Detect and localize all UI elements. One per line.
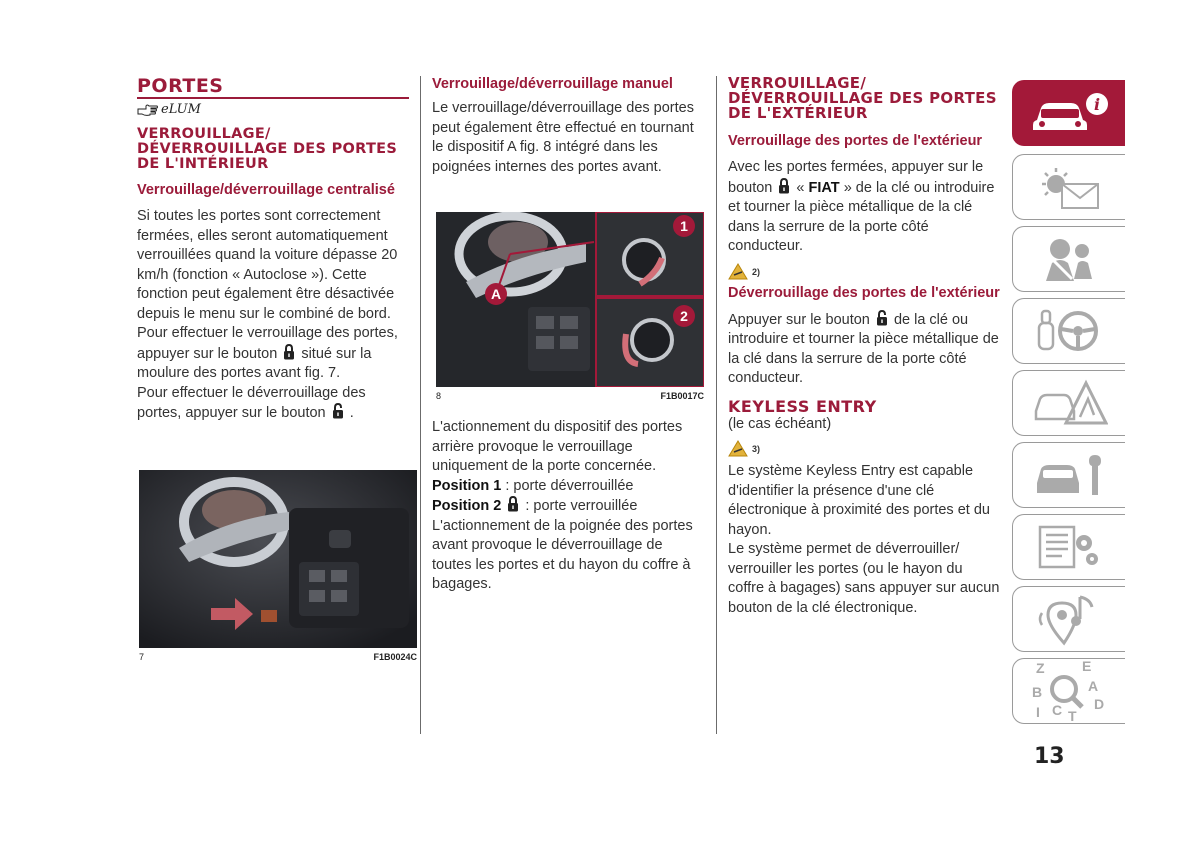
heading-interior-locking: VERROUILLAGE/ DÉVERROUILLAGE DES PORTES DE L'INTÉRIEUR (137, 126, 398, 172)
door-handle-illustration (139, 470, 417, 648)
figure-7 (139, 470, 417, 662)
key-steering-wheel-icon (1034, 305, 1104, 357)
tab-safety[interactable] (1012, 226, 1125, 292)
warning-triangle-icon (728, 440, 748, 458)
figure-number: 8 (436, 391, 442, 401)
location-music-icon (1034, 591, 1104, 647)
text-fragment: . (349, 405, 354, 421)
text-fragment: Pour effectuer le déverrouillage des portes, appuyer sur le bouton (137, 384, 366, 421)
page-number: 13 (1034, 744, 1065, 769)
paragraph-front-handle: L'actionnement de la poignée des portes avant provoque le déverrouillage de toutes les portes et du hayon du coffre à bagages. (432, 517, 693, 592)
unlock-icon (876, 310, 888, 326)
subheading-lock-exterior: Verrouillage des portes de l'extérieur (728, 133, 983, 149)
figure-code: F1B0024C (373, 652, 417, 662)
heading-exterior-locking: VERROUILLAGE/ DÉVERROUILLAGE DES PORTES DE L'EXTÉRIEUR (728, 74, 997, 122)
text-fragment: situé sur la moulure des portes avant fig. 7. (137, 345, 372, 381)
figure-number: 7 (139, 652, 145, 662)
column-divider (716, 76, 717, 734)
car-info-icon (1029, 90, 1109, 136)
column-2 (432, 76, 704, 592)
airbag-person-icon (1034, 233, 1104, 285)
paragraph-unlock-exterior (728, 310, 1000, 389)
warning-number: 3) (752, 444, 761, 454)
subheading-unlock-exterior: Déverrouillage des portes de l'extérieur (728, 284, 1000, 301)
section-title: PORTES (137, 76, 409, 99)
text-fragment: Avec les portes fermées, appuyer sur le bouton (728, 159, 984, 196)
paragraph-autoclose: Si toutes les portes sont correctement fermées, elles seront automatiquement verrouillées quand la voiture dépasse 20 km/h (fonction « Autoclose »). Cette fonction peut également être désactivée depuis le menu sur le combiné de bord. (137, 208, 398, 322)
figure-code: F1B0017C (660, 391, 704, 401)
figure-7-image (139, 470, 417, 648)
position-1-text: : porte déverrouillée (501, 477, 634, 494)
unlock-icon (332, 403, 344, 419)
lock-icon (778, 178, 790, 194)
index-letter: C (1052, 702, 1063, 718)
text-fragment: Appuyer sur le bouton (728, 311, 870, 328)
note-optional: (le cas échéant) (728, 415, 832, 432)
paragraph-lock-exterior (728, 158, 1000, 257)
door-lock-device-illustration (436, 212, 704, 387)
position-1-label: Position 1 (432, 477, 502, 494)
paragraph-keyless-1: Le système Keyless Entry est capable d'identifier la présence d'une clé électronique à proximité des portes et du hayon. (728, 463, 990, 538)
brand-name: FIAT (808, 179, 840, 196)
paragraph-keyless-2: Le système permet de déverrouiller/ verrouiller les portes (ou le hayon du coffre à bagages) sans appuyer sur aucun bouton de la clé électronique. (728, 541, 1000, 616)
text-fragment: Pour effectuer le verrouillage des portes, appuyer sur le bouton (137, 325, 398, 362)
column-divider (420, 76, 421, 734)
elum-label: eLUM (161, 102, 201, 117)
index-letter: D (1094, 696, 1105, 712)
car-warning-triangle-icon (1030, 377, 1108, 429)
subheading-central: Verrouillage/déverrouillage centralisé (137, 182, 395, 198)
heading-keyless-entry: KEYLESS ENTRY (728, 396, 877, 416)
warning-triangle-icon (728, 263, 748, 281)
index-letter: A (1088, 678, 1099, 694)
index-letter: Z (1036, 660, 1045, 676)
figure-7-caption (139, 652, 417, 662)
car-wrench-icon (1031, 449, 1107, 501)
tab-technical-data[interactable] (1012, 514, 1125, 580)
position-2-line (432, 496, 702, 517)
position-2-label: Position 2 (432, 498, 502, 514)
elum-badge (137, 102, 409, 117)
warning-number: 2) (752, 266, 761, 277)
figure-8-image (436, 212, 704, 387)
paragraph-unlock (137, 384, 409, 424)
column-3 (728, 76, 1000, 618)
sun-envelope-icon (1034, 162, 1104, 212)
lock-icon (283, 344, 295, 360)
index-letter: T (1068, 708, 1077, 723)
svg-text:i: i (1093, 95, 1101, 114)
tab-starting-driving[interactable] (1012, 298, 1125, 364)
figure-8-caption (436, 391, 704, 401)
index-letter: B (1032, 684, 1043, 700)
tab-emergency[interactable] (1012, 370, 1125, 436)
position-1-line (432, 477, 702, 497)
position-2-text: : porte verrouillée (521, 498, 638, 514)
text-fragment: » de la clé ou introduire et tourner la pièce métallique de la clé dans la serrure de la porte côté conducteur. (728, 179, 995, 254)
lock-icon (507, 496, 519, 512)
tab-car-info[interactable] (1012, 80, 1125, 146)
warning-note-3 (728, 440, 1000, 458)
figure-label-2: 2 (680, 308, 688, 324)
index-letter: I (1036, 704, 1040, 720)
column-1 (137, 75, 417, 662)
tab-multimedia[interactable] (1012, 586, 1125, 652)
index-letter: E (1082, 659, 1092, 674)
tab-maintenance[interactable] (1012, 442, 1125, 508)
figure-label-1: 1 (680, 218, 688, 234)
index-magnifier-icon (1024, 659, 1114, 723)
figure-8 (436, 212, 704, 401)
pointing-hand-icon (137, 103, 159, 117)
heading-manual: Verrouillage/déverrouillage manuel (432, 76, 673, 92)
text-fragment: de la clé ou introduire et tourner la pièce métallique de la clé dans la serrure de la porte côté conducteur. (728, 311, 999, 386)
column-2-lower (432, 418, 702, 595)
text-fragment: « (796, 179, 805, 196)
paragraph-lock (137, 324, 409, 384)
tab-index[interactable] (1012, 658, 1125, 724)
figure-label-a: A (490, 286, 502, 302)
paragraph-manual: Le verrouillage/déverrouillage des portes peut également être effectué en tournant le dispositif A fig. 8 intégré dans les poignées internes des portes avant. (432, 100, 694, 175)
document-gears-icon (1032, 521, 1106, 573)
tab-dashboard[interactable] (1012, 154, 1125, 220)
warning-note-2 (728, 263, 1000, 281)
paragraph-rear-doors: L'actionnement du dispositif des portes arrière provoque le verrouillage uniquement de la porte concernée. (432, 419, 683, 474)
